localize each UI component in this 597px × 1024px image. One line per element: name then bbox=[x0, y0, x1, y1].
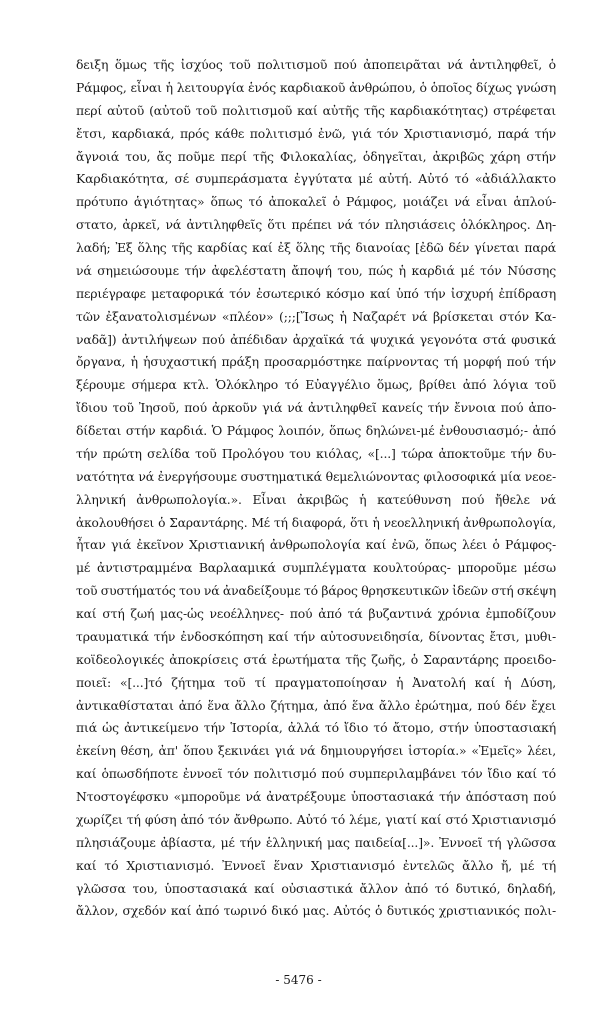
text-line: Ράμφος, εἶναι ἡ λειτουργία ἑνός καρδιακοῦ ἀνθρώπου, ὁ ὁποῖος δίχως γνώση bbox=[76, 79, 556, 95]
text-line: μέ ἀντιστραμμένα Βαρλααμικά συμπλέγματα κουλτούρας- μποροῦμε μέσω bbox=[76, 560, 556, 576]
text-line: ναδᾶ]) ἀντιλήψεων πού ἀπέδιδαν ἀρχαϊκά τά ψυχικά γεγονότα στά φυσικά bbox=[76, 331, 556, 347]
text-line: ποιεῖ: «[...]τό ζήτημα τοῦ τί πραγματοποίησαν ἡ Ἀνατολή καί ἡ Δύση, bbox=[76, 674, 556, 690]
text-line: ἀντικαθίσταται ἀπό ἕνα ἄλλο ζήτημα, ἀπό ἕνα ἄλλο ἐρώτημα, πού δέν ἔχει bbox=[76, 697, 556, 713]
text-line: ἦταν γιά ἐκεῖνον Χριστιανική ἀνθρωπολογία καί ἐνῶ, ὅπως λέει ὁ Ράμφος- bbox=[76, 537, 556, 553]
text-line: Ντοστογέφσκυ «μποροῦμε νά ἀνατρέξουμε ὑποστασιακά τήν ἀπόσταση πού bbox=[76, 789, 556, 804]
page-number: - 5476 - bbox=[275, 973, 322, 987]
text-line: περιέγραφε μεταφορικά τόν ἐσωτερικό κόσμο καί ὑπό τήν ἰσχυρή ἐπίδραση bbox=[76, 285, 556, 301]
body-text bbox=[76, 54, 556, 923]
text-line: ἔτσι, καρδιακά, πρός κάθε πολιτισμό ἐνῶ, γιά τόν Χριστιανισμό, παρά τήν bbox=[76, 125, 556, 141]
text-line: νά σημειώσουμε τήν ἀφελέστατη ἄποψή του, πώς ἡ καρδιά μέ τόν Νύσσης bbox=[76, 262, 556, 278]
text-line: δίδεται στήν καρδιά. Ὁ Ράμφος λοιπόν, ὅπως δηλώνει-μέ ἐνθουσιασμό;- ἀπό bbox=[76, 423, 556, 438]
text-line: τῶν ἐξανατολισμένων «πλέον» (;;;[Ἴσως ἡ Ναζαρέτ νά βρίσκεται στόν Κα- bbox=[76, 308, 556, 324]
text-line: τοῦ συστήματός του νά ἀναδείξουμε τό βάρος θρησκευτικῶν ἰδεῶν στή σκέψη bbox=[76, 583, 556, 599]
text-line: χωρίζει τή φύση ἀπό τόν ἄνθρωπο. Αὐτό τό λέμε, γιατί καί στό Χριστιανισμό bbox=[76, 811, 556, 827]
text-line: τήν πρώτη σελίδα τοῦ Προλόγου του κιόλας, «[...] τώρα ἀποκτοῦμε τήν δυ- bbox=[76, 445, 556, 461]
text-line: δειξη ὅμως τῆς ἰσχύος τοῦ πολιτισμοῦ πού ἀποπειρᾶται νά ἀντιληφθεῖ, ὁ bbox=[76, 57, 556, 72]
text-line: πρότυπο ἁγιότητας» ὅπως τό ἀποκαλεῖ ὁ Ράμφος, μοιάζει νά εἶναι ἁπλού- bbox=[76, 194, 556, 210]
text-line: ἐκείνη θέση, ἀπ' ὅπου ξεκινάει γιά νά δημιουργήσει ἱστορία.» «Ἐμεῖς» λέει, bbox=[76, 743, 556, 759]
text-line: λληνική ἀνθρωπολογία.». Εἶναι ἀκριβῶς ἡ κατεύθυνση πού ἤθελε νά bbox=[76, 491, 556, 507]
text-line: γλῶσσα του, ὑποστασιακά καί οὐσιαστικά ἄλλον ἀπό τό δυτικό, δηλαδή, bbox=[76, 880, 556, 896]
text-line: κοϊδεολογικές ἀποκρίσεις στά ἐρωτήματα τῆς ζωῆς, ὁ Σαραντάρης προειδο- bbox=[76, 651, 556, 667]
document-page bbox=[76, 54, 556, 923]
text-line: ἄγνοιά του, ἄς ποῦμε περί τῆς Φιλοκαλίας, ὁδηγεῖται, ἀκριβῶς χάρη στήν bbox=[76, 148, 556, 164]
text-line: περί αὐτοῦ (αὐτοῦ τοῦ πολιτισμοῦ καί αὐτῆς τῆς καρδιακότητας) στρέφεται bbox=[76, 102, 556, 118]
text-line: πιά ὡς ἀντικείμενο τήν Ἱστορία, ἀλλά τό ἴδιο τό ἄτομο, στήν ὑποστασιακή bbox=[76, 720, 556, 736]
text-line: ὄργανα, ἡ ἡσυχαστική πράξη προσαρμόστηκε παίρνοντας τή μορφή πού τήν bbox=[76, 354, 556, 370]
text-line: τραυματικά τήν ἐνδοσκόπηση καί τήν αὐτοσυνειδησία, δίνοντας ἔτσι, μυθι- bbox=[76, 628, 556, 644]
text-line: λαδή; Ἐξ ὅλης τῆς καρδίας καί ἐξ ὅλης τῆς διανοίας [ἐδῶ δέν γίνεται παρά bbox=[76, 240, 556, 255]
text-line: καί ὁπωσδήποτε ἐννοεῖ τόν πολιτισμό πού συμπεριλαμβάνει τόν ἴδιο καί τό bbox=[76, 766, 556, 782]
text-line: καί τό Χριστιανισμό. Ἐννοεῖ ἕναν Χριστιανισμό ἐντελῶς ἄλλο ἤ, μέ τή bbox=[76, 857, 556, 873]
text-line: ἀκολουθήσει ὁ Σαραντάρης. Μέ τή διαφορά, ὅτι ἡ νεοελληνική ἀνθρωπολογία, bbox=[76, 515, 556, 530]
text-line: νατότητα νά ἐνεργήσουμε συστηματικά θεμελιώνοντας φιλοσοφικά μία νεοε- bbox=[76, 468, 556, 484]
text-line: ἄλλον, σχεδόν καί ἀπό τωρινό δικό μας. Αὐτός ὁ δυτικός χριστιανικός πολι- bbox=[76, 903, 556, 919]
text-line: ἴδιου τοῦ Ἰησοῦ, πού ἀρκοῦν γιά νά ἀντιληφθεῖ κανείς τήν ἔννοια πού ἀπο- bbox=[76, 400, 556, 416]
text-line: καί στή ζωή μας-ὡς νεοέλληνες- πού ἀπό τά βυζαντινά χρόνια ἐμποδίζουν bbox=[76, 606, 556, 621]
text-line: Καρδιακότητα, σέ συμπεράσματα ἐγγύτατα μέ αὐτή. Αὐτό τό «ἀδιάλλακτο bbox=[76, 171, 556, 187]
text-line: στατο, ἀρκεῖ, νά ἀντιληφθεῖς ὅτι πρέπει νά τόν πλησιάσεις ὁλόκληρος. Δη- bbox=[76, 217, 556, 233]
text-line: πλησιάζουμε ἀβίαστα, μέ τήν ἑλληνική μας παιδεία[...]». Ἐννοεῖ τή γλῶσσα bbox=[76, 834, 556, 850]
text-line: ξέρουμε σήμερα κτλ. Ὁλόκληρο τό Εὐαγγέλιο ὅμως, βρίθει ἀπό λόγια τοῦ bbox=[76, 377, 556, 393]
